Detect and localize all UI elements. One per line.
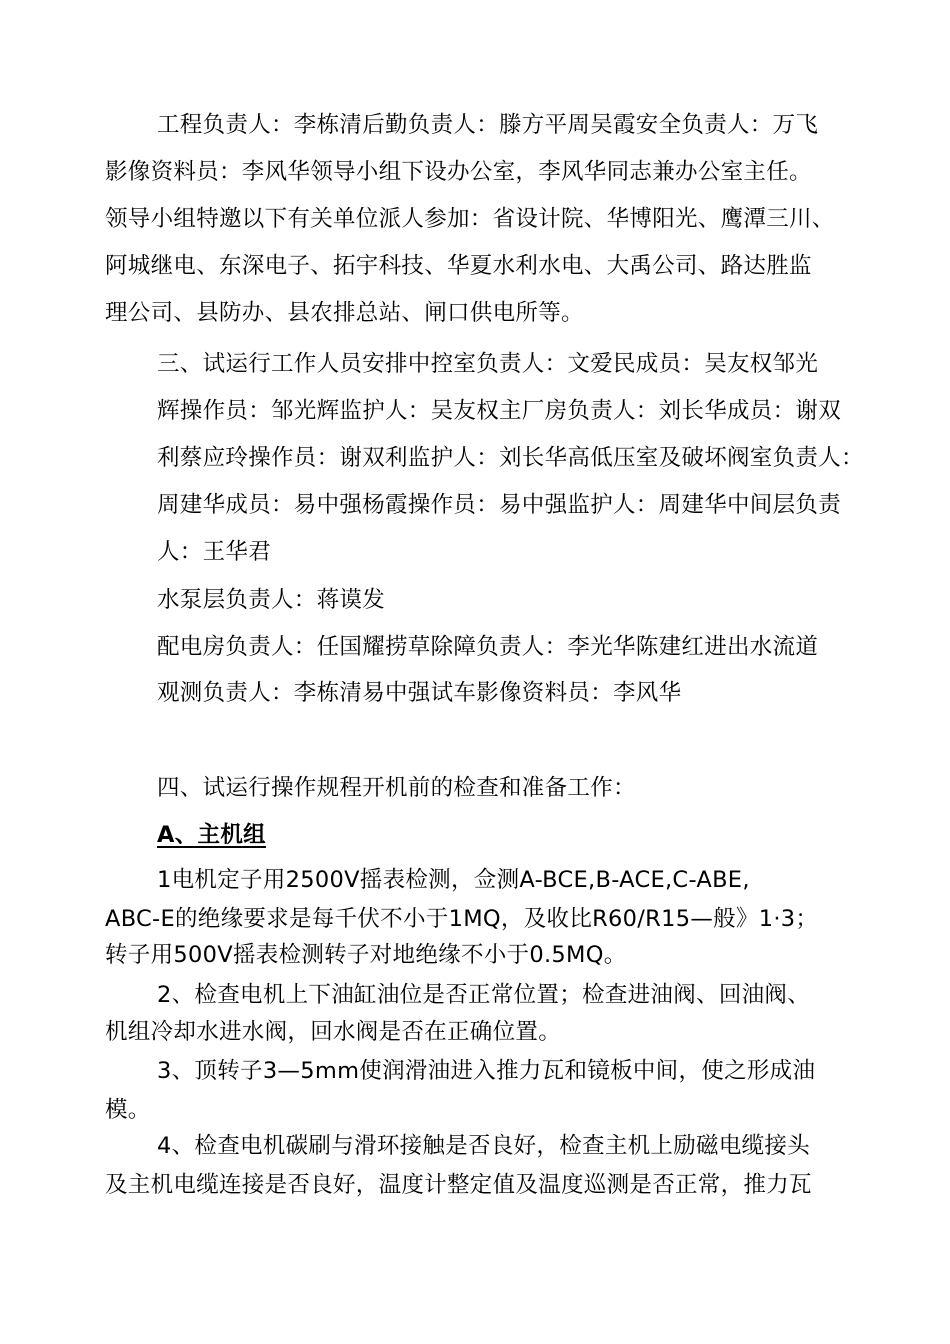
item-4-line-2: 及主机电缆连接是否良好，温度计整定值及温度巡测是否正常，推力瓦: [105, 1172, 812, 1198]
section-4-heading: 四、试运行操作规程开机前的检查和准备工作：: [157, 775, 636, 801]
item-1-line-3: 转子用500V摇表检测转子对地绝缘不小于0.5MQ。: [105, 942, 627, 968]
subheading-a-main-unit: A、主机组: [157, 822, 266, 848]
staff-line-1: 工程负责人：李栋清后勤负责人：滕方平周吴霞安全负责人：万飞: [157, 112, 819, 138]
invited-units-line-1: 领导小组特邀以下有关单位派人参加：省设计院、华博阳光、鹰潭三川、: [105, 206, 835, 232]
staff-line-2: 影像资料员：李风华领导小组下设办公室，李风华同志兼办公室主任。: [105, 159, 812, 185]
observation-line: 观测负责人：李栋清易中强试车影像资料员：李风华: [157, 680, 682, 706]
section-3-line-5: 人：王华君: [157, 539, 272, 565]
item-2-line-1: 2、检查电机上下油缸油位是否正常位置；检查进油阀、回油阀、: [157, 982, 811, 1008]
item-4-line-1: 4、检查电机碳刷与滑环接触是否良好，检查主机上励磁电缆接头: [157, 1133, 811, 1159]
item-3-line-2: 模。: [105, 1097, 151, 1123]
section-3-line-3: 利蔡应玲操作员：谢双利监护人：刘长华高低压室及破坏阀室负责人：: [157, 445, 864, 471]
item-3-line-1: 3、顶转子3—5mm使润滑油进入推力瓦和镜板中间，使之形成油: [157, 1058, 816, 1084]
pump-floor-line: 水泵层负责人：蒋谟发: [157, 587, 386, 613]
invited-units-line-3: 理公司、县防办、县农排总站、闸口供电所等。: [105, 300, 584, 326]
section-3-line-2: 辉操作员：邹光辉监护人：吴友权主厂房负责人：刘长华成员：谢双: [157, 398, 842, 424]
item-2-line-2: 机组冷却水进水阀，回水阀是否在正确位置。: [105, 1019, 562, 1045]
invited-units-line-2: 阿城继电、东深电子、拓宇科技、华夏水利水电、大禹公司、路达胜监: [105, 253, 812, 279]
item-1-line-1: 1电机定子用2500V摇表检测，佥测A-BCE,B-ACE,C-ABE,: [157, 867, 750, 893]
power-room-line: 配电房负责人：任国耀捞草除障负责人：李光华陈建红进出水流道: [157, 634, 819, 660]
item-1-line-2: ABC-E的绝缘要求是每千伏不小于1MQ，及收比R60/R15—般》1·3；: [105, 906, 819, 932]
section-3-line-1: 三、试运行工作人员安排中控室负责人：文爱民成员：吴友权邹光: [157, 351, 819, 377]
section-3-line-4: 周建华成员：易中强杨霞操作员：易中强监护人：周建华中间层负责: [157, 492, 842, 518]
